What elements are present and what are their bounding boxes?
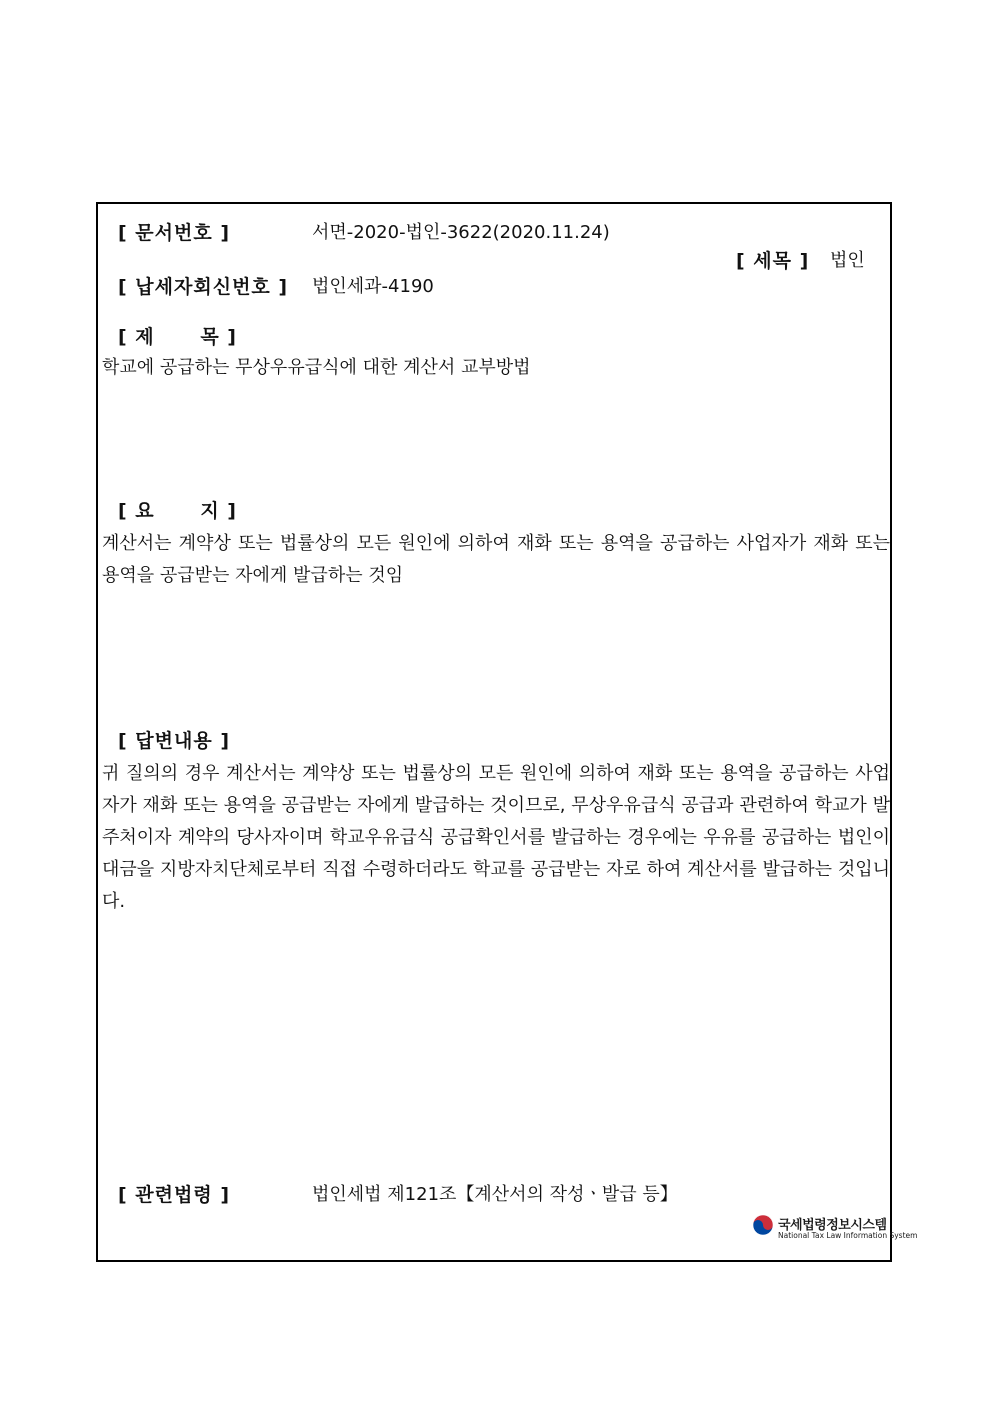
summary-section-label: [ 요 지 ]	[118, 500, 237, 522]
taegeuk-icon	[752, 1214, 774, 1236]
reply-number-label: [ 납세자회신번호 ]	[118, 276, 289, 298]
answer-section-label: [ 답변내용 ]	[118, 730, 231, 752]
related-law-label: [ 관련법령 ]	[118, 1184, 231, 1206]
nts-logo	[752, 1214, 918, 1244]
tax-item-value: 법인	[830, 250, 865, 271]
title-section-label: [ 제 목 ]	[118, 326, 237, 348]
document-frame	[96, 202, 918, 1262]
logo-korean-text: 국세법령정보시스템	[778, 1218, 887, 1233]
summary-text: 계산서는 계약상 또는 법률상의 모든 원인에 의하여 재화 또는 용역을 공급하는 사업자가 재화 또는 용역을 공급받는 자에게 발급하는 것임	[102, 533, 890, 586]
related-law-text: 법인세법 제121조【계산서의 작성ㆍ발급 등】	[312, 1184, 678, 1205]
answer-text: 귀 질의의 경우 계산서는 계약상 또는 법률상의 모든 원인에 의하여 재화 또는 용역을 공급하는 사업자가 재화 또는 용역을 공급받는 자에게 발급하는 것이므로, 무상우유급식 공급과 관련하여 학교가 발주처이자 계약의 당사자이며 학교우유급식 공급확인서를 발급하는 경우에는 우유를 공급하는 법인이 대금을 지방자치단체로부터 직접 수령하더라도 학교를 공급받는 자로 하여 계산서를 발급하는 것입니다.	[102, 763, 890, 912]
doc-number-label: [ 문서번호 ]	[118, 222, 231, 244]
reply-number-value: 법인세과-4190	[312, 276, 434, 297]
title-text: 학교에 공급하는 무상우유급식에 대한 계산서 교부방법	[102, 357, 531, 378]
logo-english-text: National Tax Law Information System	[778, 1231, 918, 1240]
doc-number-value: 서면-2020-법인-3622(2020.11.24)	[312, 222, 610, 243]
tax-item-label: [ 세목 ]	[736, 250, 810, 272]
